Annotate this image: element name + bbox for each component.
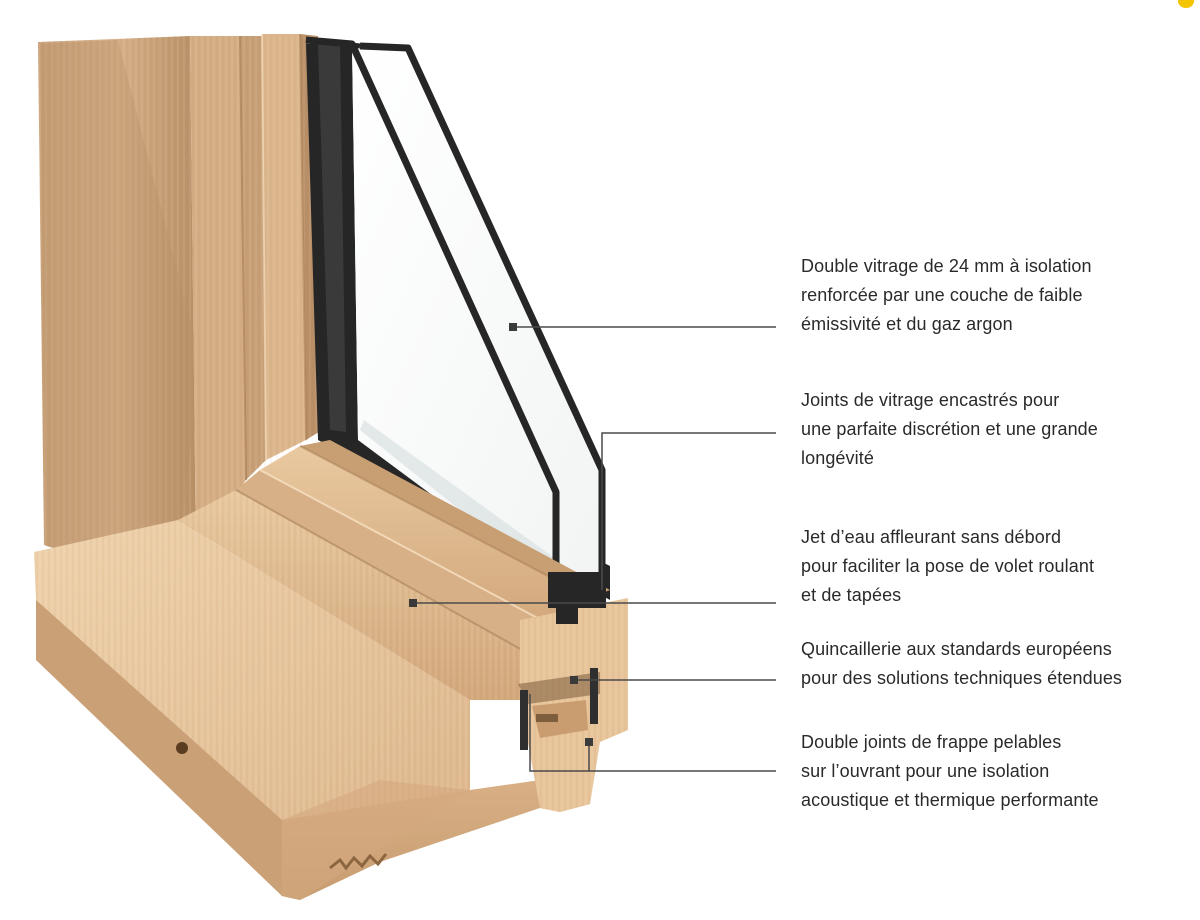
callout-water-drip: Jet d’eau affleurant sans débord pour faciliter la pose de volet roulant et de tapées: [801, 527, 1095, 605]
frame-back-panel: [38, 36, 200, 562]
callout-weather-seals: Double joints de frappe pelables sur l’ouvrant pour une isolation acoustique et thermique performante: [801, 732, 1099, 810]
callout-hardware: Quincaillerie aux standards européens pour des solutions techniques étendues: [801, 639, 1123, 688]
callout-glazing-seals: Joints de vitrage encastrés pour une parfaite discrétion et une grande longévité: [801, 390, 1098, 468]
callout-double-glazing: Double vitrage de 24 mm à isolation renforcée par une couche de faible émissivité et du gaz argon: [801, 256, 1092, 334]
